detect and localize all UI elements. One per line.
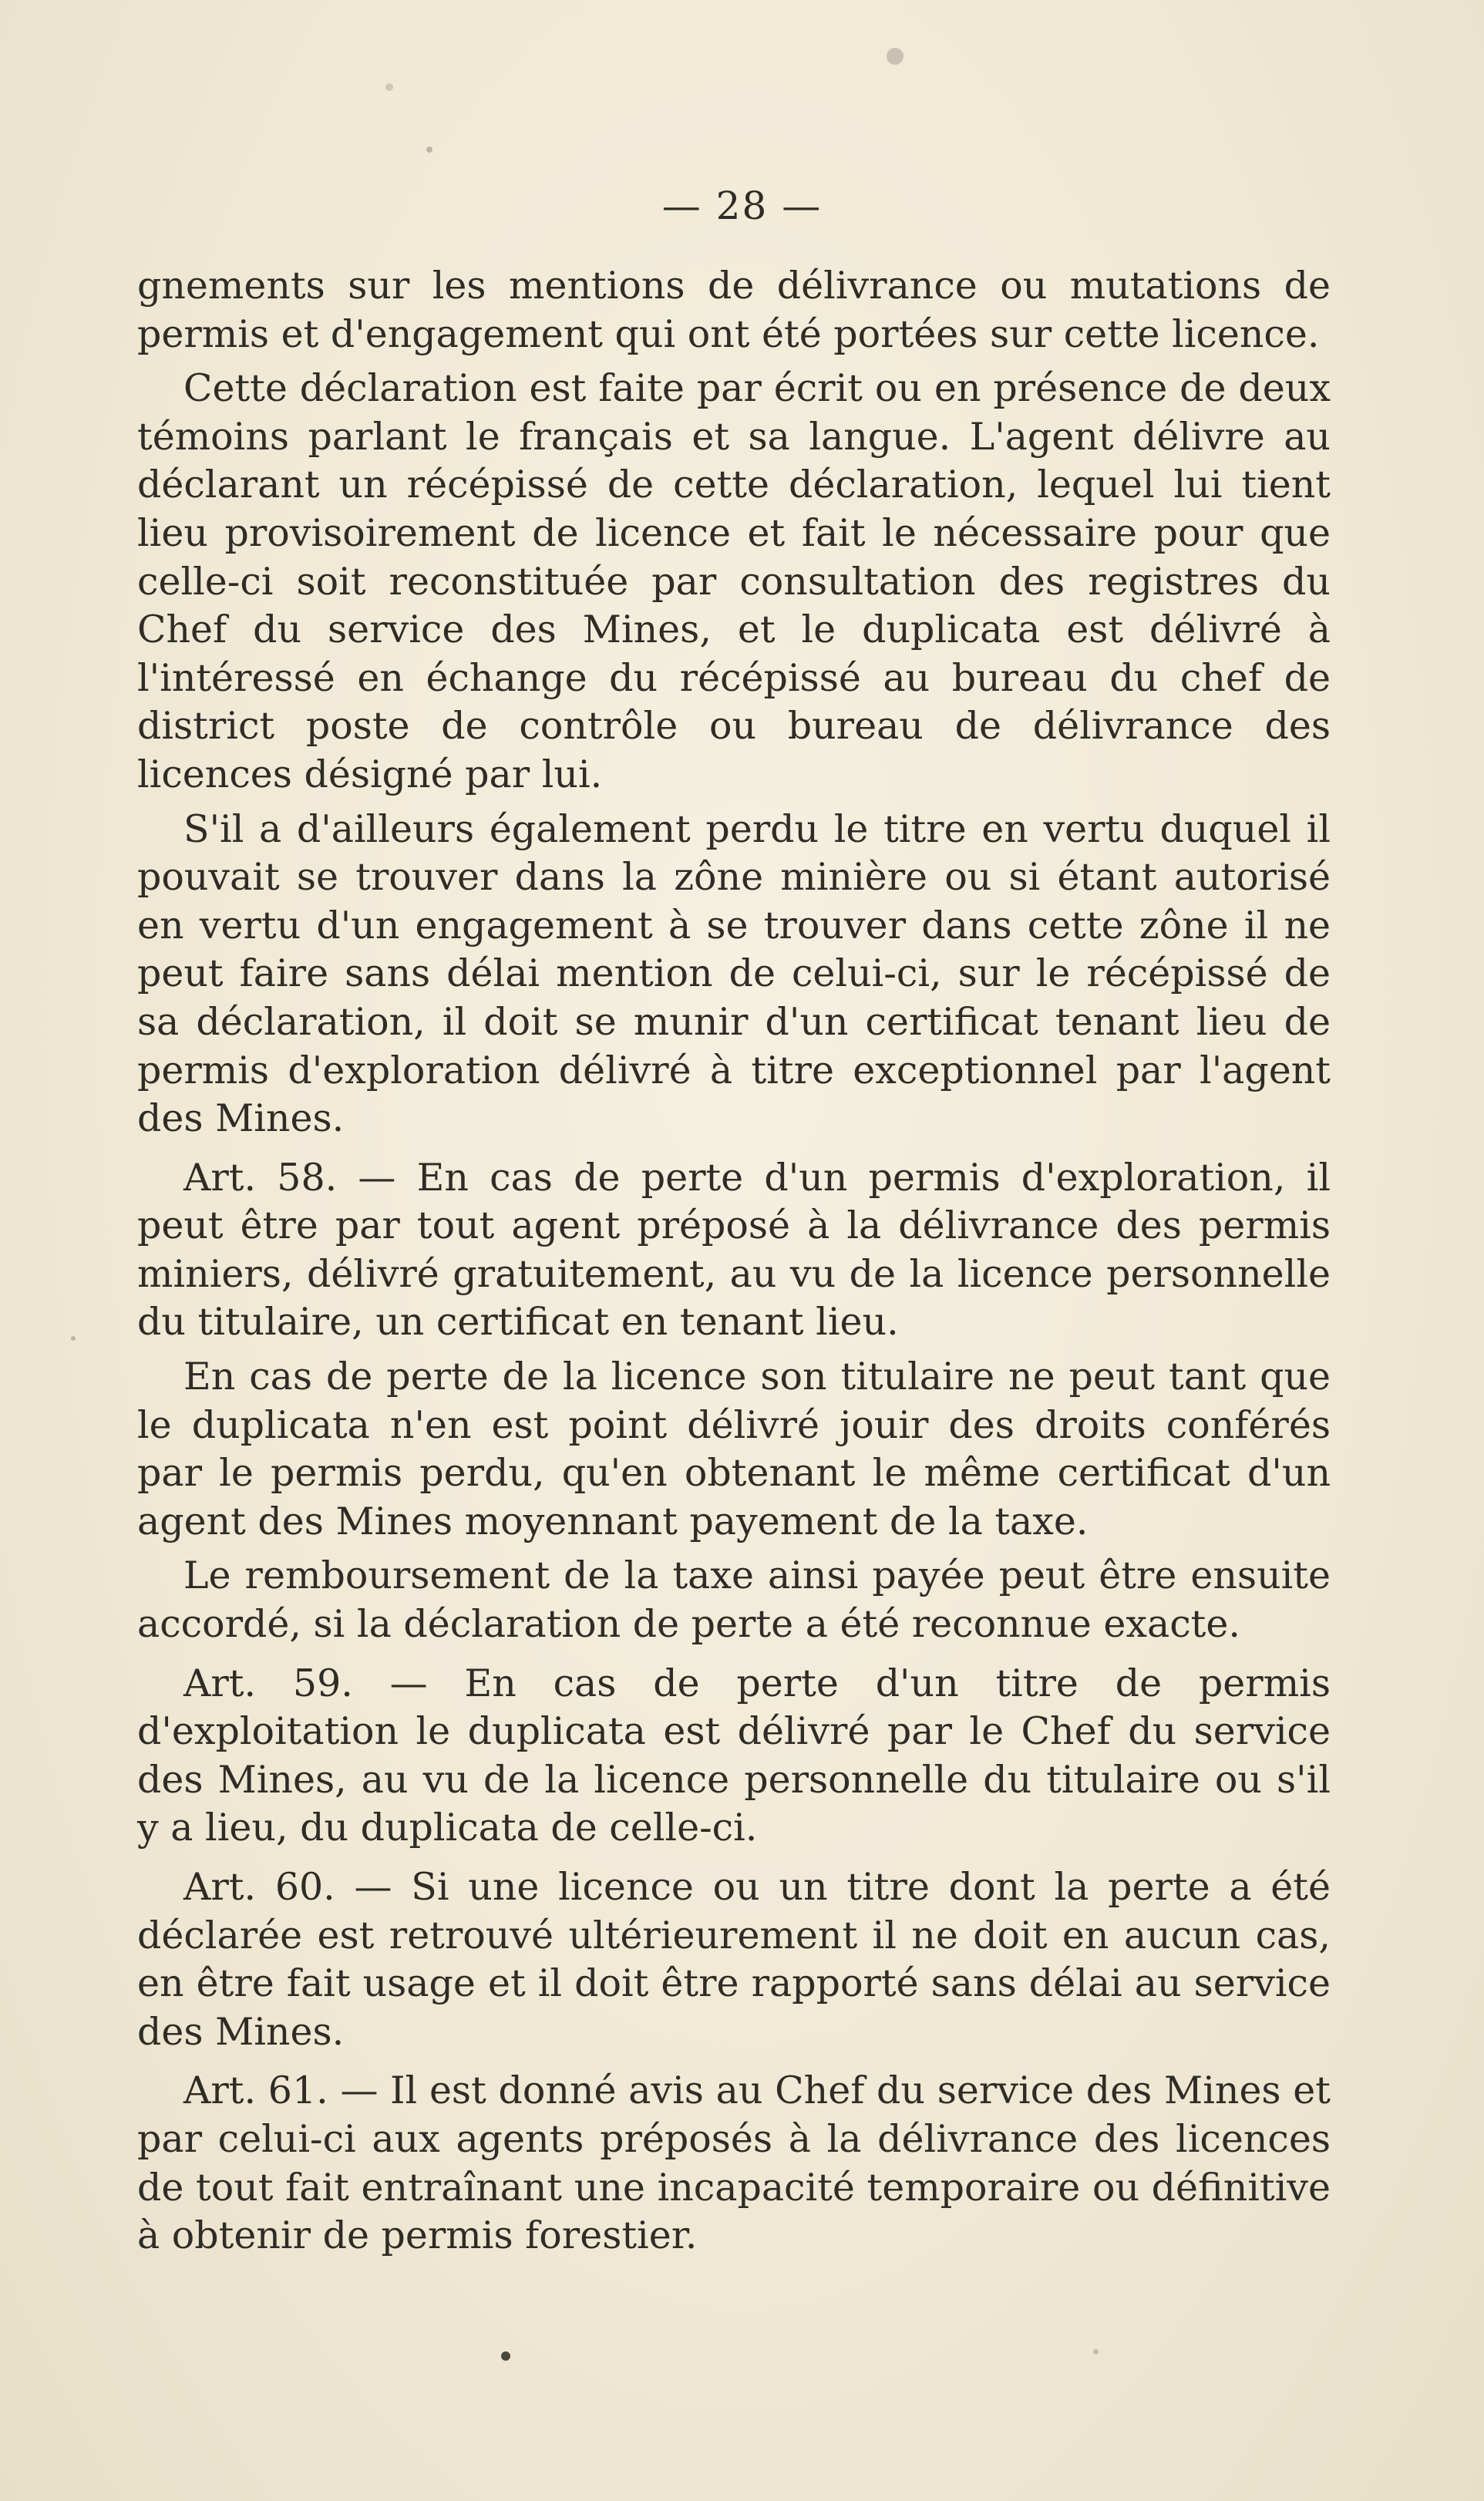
paragraph-lost-title: S'il a d'ailleurs également perdu le titre en vertu duquel il pouvait se trouver dans la zône minière ou si étant autorisé en vertu d'un engagement à se trouver dans cette zône il ne peut faire sans délai mention de celui-ci, sur le récépissé de sa déclaration, il doit se munir d'un certificat tenant lieu de permis d'exploration délivré à titre exceptionnel par l'agent des Mines. — [137, 806, 1331, 1141]
ink-speck — [1093, 2349, 1099, 2355]
ink-speck — [501, 2351, 510, 2361]
article-60: Art. 60. — Si une licence ou un titre dont la perte a été déclarée est retrouvé ultérieurement il ne doit en aucun cas, en être fait usage et il doit être rapporté sans délai au service des Mines. — [137, 1865, 1331, 2054]
ink-speck — [385, 83, 393, 91]
paragraph-reimbursement: Le remboursement de la taxe ainsi payée peut être ensuite accordé, si la déclaration de perte a été reconnue exacte. — [137, 1553, 1331, 1647]
paragraph-license-loss: En cas de perte de la licence son titulaire ne peut tant que le duplicata n'en est point délivré jouir des droits conférés par le permis perdu, qu'en obtenant le même certificat d'un agent des Mines moyennant payement de la taxe. — [137, 1355, 1331, 1543]
paragraph-continuation: gnements sur les mentions de délivrance ou mutations de permis et d'engagement qui ont été portées sur cette licence. — [137, 264, 1331, 356]
article-61: Art. 61. — Il est donné avis au Chef du service des Mines et par celui-ci aux agents préposés à la délivrance des licences de tout fait entraînant une incapacité temporaire ou définitive à obtenir de permis forestier. — [137, 2068, 1331, 2258]
paragraph-declaration: Cette déclaration est faite par écrit ou en présence de deux témoins parlant le français et sa langue. L'agent délivre au déclarant un récépissé de cette déclaration, lequel lui tient lieu provisoirement de licence et fait le nécessaire pour que celle-ci soit reconstituée par consultation des registres du Chef du service des Mines, et le duplicata est délivré à l'intéressé en échange du récépissé au bureau du chef de district poste de contrôle ou bureau de délivrance des licences désigné par lui. — [137, 366, 1331, 796]
ink-speck — [887, 48, 904, 65]
page-number: — 28 — — [661, 183, 823, 228]
ink-speck — [426, 146, 432, 153]
body-text — [137, 262, 1331, 2260]
ink-speck — [71, 1336, 76, 1341]
article-58: Art. 58. — En cas de perte d'un permis d'exploration, il peut être par tout agent préposé à la délivrance des permis miniers, délivré gratuitement, au vu de la licence personnelle du titulaire, un certificat en tenant lieu. — [137, 1155, 1331, 1345]
article-59: Art. 59. — En cas de perte d'un titre de permis d'exploitation le duplicata est délivré par le Chef du service des Mines, au vu de la licence personnelle du titulaire ou s'il y a lieu, du duplicata de celle-ci. — [137, 1661, 1331, 1850]
